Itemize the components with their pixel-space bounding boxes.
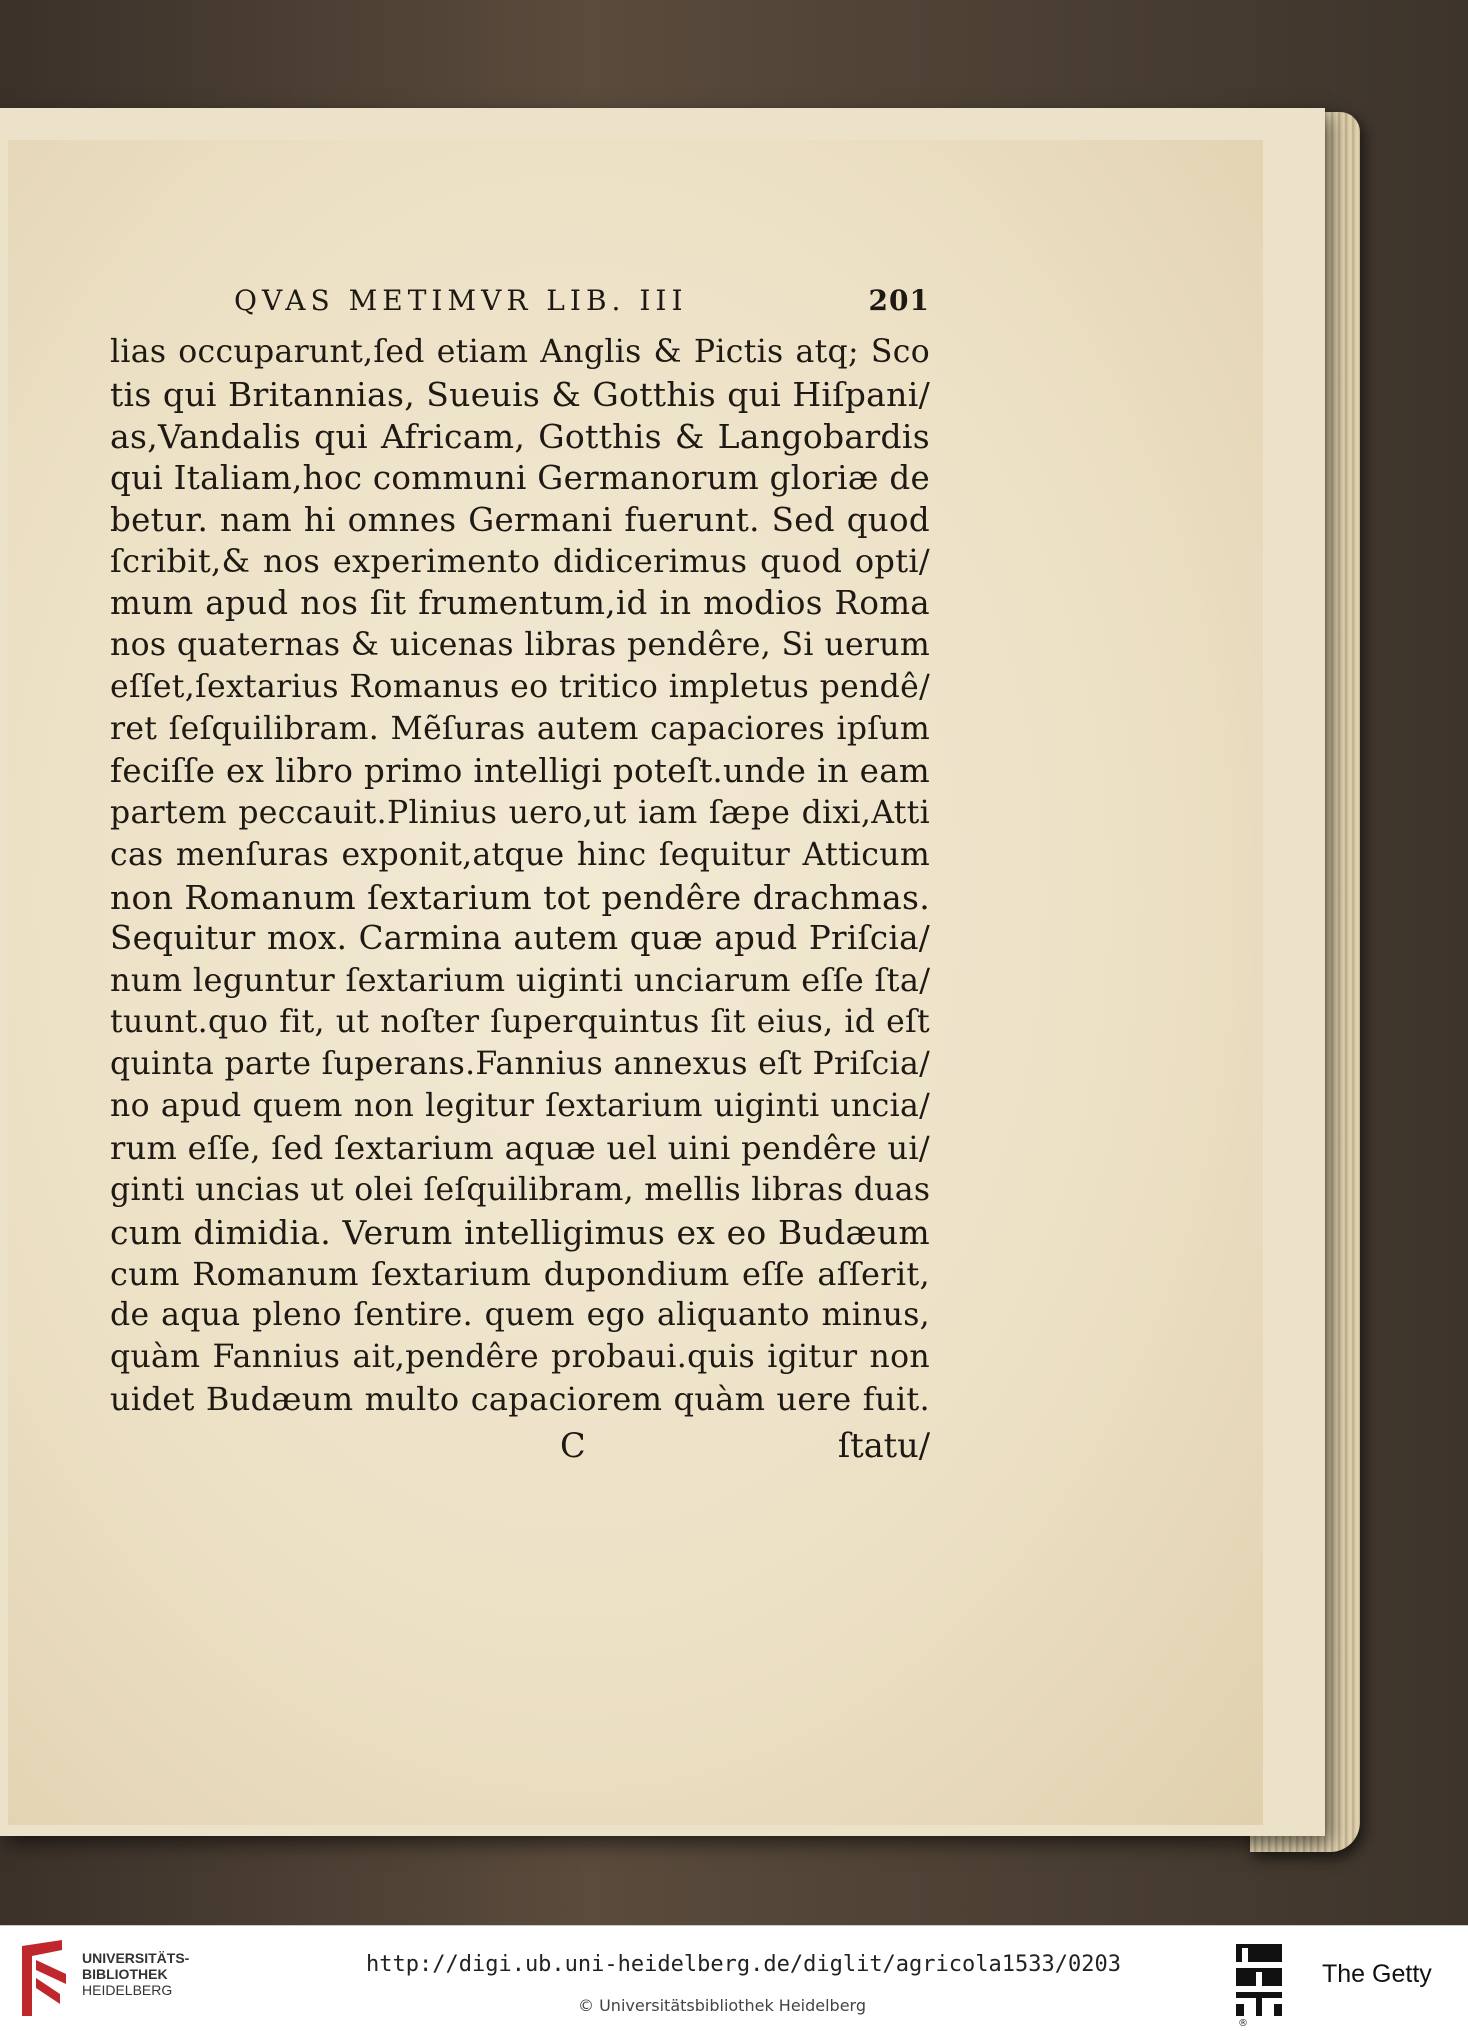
text-line: non Romanum ſextarium tot pendêre drachmas. [110,877,930,917]
text-line: ſcribit,& nos experimento didicerimus quod opti/ [110,542,930,581]
text-line: tis qui Britannias, Sueuis & Gotthis qui Hiſpani/ [110,374,930,414]
text-line: cum Romanum ſextarium dupondium eſſe aſſerit, [110,1254,930,1293]
text-line: num leguntur ſextarium uiginti unciarum eſſe ſta/ [110,961,931,1000]
text-line: quinta parte ſuperans.Fannius annexus eſt Priſcia/ [110,1046,930,1083]
text-line: betur. nam hi omnes Germani fuerunt. Sed quod [110,500,930,539]
text-line: cum dimidia. Verum intelligimus ex eo Budæum [110,1212,930,1252]
text-line: eſſet,ſextarius Romanus eo tritico impletus pendê/ [110,669,930,706]
getty-logo-icon [1236,1944,1282,2016]
text-line: rum eſſe, ſed ſextarium aquæ uel uini pendêre ui/ [110,1128,930,1167]
text-line: nos quaternas & uicenas libras pendêre, Si uerum [110,627,930,664]
running-head [110,284,930,332]
folio-number: 201 [868,284,930,317]
university-library-logo-icon [14,1938,74,2020]
university-library-name: UNIVERSITÄTS- BIBLIOTHEK HEIDELBERG [82,1950,190,1998]
viewer-footer-bar [0,1925,1468,2031]
text-line: feciſſe ex libro primo intelligi poteſt.unde in eam [110,751,930,790]
text-line: cas menſuras exponit,atque hinc ſequitur Atticum [110,836,930,873]
text-line: uidet Budæum multo capaciorem quàm uere fuit. [110,1380,930,1419]
signature-mark: C [560,1426,586,1466]
text-line: Sequitur mox. Carmina autem quæ apud Priſcia/ [110,919,930,958]
copyright-notice: © Universitätsbibliothek Heidelberg [578,1996,867,2015]
page-footer-line [110,1421,930,1471]
permalink-url[interactable]: http://digi.ub.uni-heidelberg.de/diglit/agricola1533/0203 [366,1952,1121,1977]
text-line: de aqua pleno ſentire. quem ego aliquanto minus, [110,1297,930,1334]
text-line: partem peccauit.Plinius uero,ut iam ſæpe dixi,Atti [110,794,930,831]
text-line: ret ſeſquilibram. Mẽſuras autem capaciores ipſum [110,711,930,748]
text-line: tuunt.quo fit, ut noſter ſuperquintus ſit eius, id eſt [110,1004,930,1041]
registered-mark: ® [1238,2018,1248,2029]
text-line: lias occuparunt,ſed etiam Anglis & Pictis atq; Sco [110,334,930,370]
running-head-title: QVAS METIMVR LIB. III [234,284,688,317]
text-line: mum apud nos ſit frumentum,id in modios Roma [110,584,930,623]
text-line: qui Italiam,hoc communi Germanorum gloriæ de [110,458,930,497]
text-line: ginti uncias ut olei ſeſquilibram, mellis libras duas [110,1171,931,1208]
catchword: ſtatu/ [837,1426,930,1466]
text-line: as,Vandalis qui Africam, Gotthis & Langobardis [110,416,930,456]
text-line: quàm Fannius ait,pendêre probaui.quis igitur non [110,1339,930,1376]
text-block [110,284,930,1471]
text-line: no apud quem non legitur ſextarium uiginti uncia/ [110,1088,930,1125]
partner-name: The Getty [1322,1960,1432,1988]
